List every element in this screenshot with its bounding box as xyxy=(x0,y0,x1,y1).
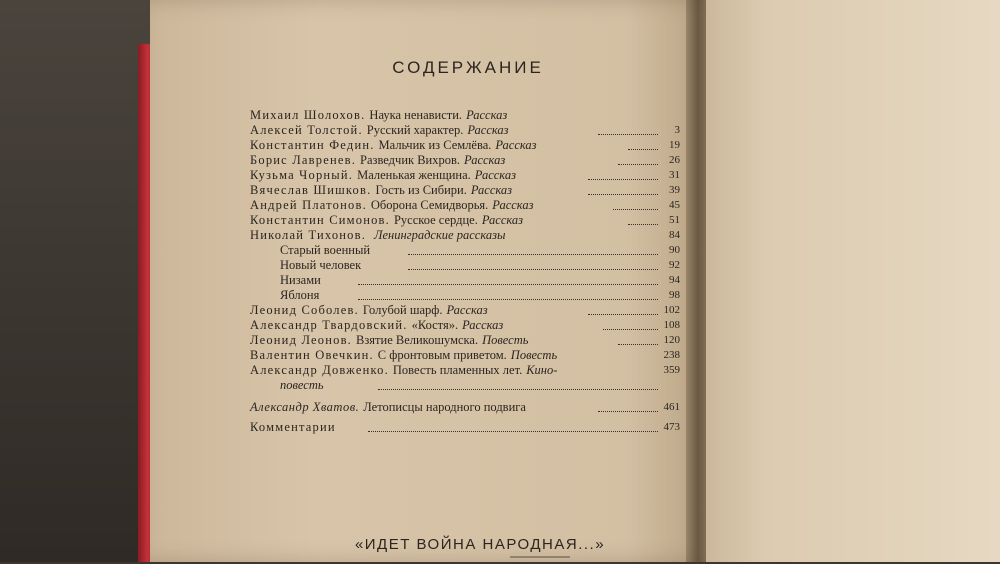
left-page xyxy=(150,0,710,562)
toc-entry xyxy=(250,168,680,182)
toc-sub-entry xyxy=(276,288,680,302)
entry-genre: Рассказ xyxy=(467,123,509,137)
entry-work: «Костя». xyxy=(411,318,459,332)
entry-page: 3 xyxy=(674,124,680,136)
leader-dots xyxy=(588,194,658,195)
leader-dots xyxy=(588,314,658,315)
entry-page: 39 xyxy=(669,184,680,196)
leader-dots xyxy=(358,299,658,300)
entry-work: Оборона Семидворья. xyxy=(370,198,489,212)
entry-page: 98 xyxy=(669,289,680,301)
toc-entry xyxy=(250,348,680,362)
entry-work: Повесть пламенных лет. xyxy=(392,363,523,377)
entry-work: Гость из Сибири. xyxy=(375,183,467,197)
toc-entry xyxy=(250,198,680,212)
entry-work: Мальчик из Семлёва. xyxy=(378,138,492,152)
entry-genre: Рассказ xyxy=(462,318,504,332)
toc-entry xyxy=(250,318,680,332)
toc-entry-afterword xyxy=(250,400,680,414)
entry-author: Кузьма Чорный. xyxy=(250,168,354,182)
entry-genre: Кино- xyxy=(526,363,558,377)
entry-genre: Рассказ xyxy=(446,303,488,317)
entry-author: Андрей Платонов. xyxy=(250,198,367,212)
entry-work: Голубой шарф. xyxy=(362,303,443,317)
leader-dots xyxy=(408,254,658,255)
entry-author: Александр Твардовский. xyxy=(250,318,408,332)
toc-sub-entry xyxy=(276,258,680,272)
entry-work: Старый военный xyxy=(280,243,371,257)
leader-dots xyxy=(628,149,658,150)
entry-author: Александр Хватов. xyxy=(250,400,360,414)
entry-author: Константин Симонов. xyxy=(250,213,390,227)
entry-author: Вячеслав Шишков. xyxy=(250,183,372,197)
toc-entry xyxy=(250,363,680,377)
entry-author: Александр Довженко. xyxy=(250,363,389,377)
leader-dots xyxy=(618,344,658,345)
entry-page: 26 xyxy=(669,154,680,166)
entry-page: 102 xyxy=(663,304,680,316)
entry-page: 90 xyxy=(669,244,680,256)
leader-dots xyxy=(408,269,658,270)
entry-genre: Рассказ xyxy=(464,153,506,167)
open-book xyxy=(118,0,1000,562)
entry-page: 92 xyxy=(669,259,680,271)
entry-page: 19 xyxy=(669,139,680,151)
toc-sub-entry xyxy=(276,243,680,257)
toc-entry-continuation xyxy=(276,378,680,392)
toc-entry xyxy=(250,123,680,137)
toc-entry xyxy=(250,333,680,347)
leader-dots xyxy=(378,389,658,390)
leader-dots xyxy=(628,224,658,225)
entry-work: Русский характер. xyxy=(366,123,464,137)
entry-work: Русское сердце. xyxy=(393,213,478,227)
entry-work: Яблоня xyxy=(280,288,320,302)
entry-page: 84 xyxy=(669,229,680,241)
entry-genre: Повесть xyxy=(482,333,529,347)
entry-page: 473 xyxy=(663,421,680,433)
table-of-contents xyxy=(250,0,700,562)
entry-page: 108 xyxy=(663,319,680,331)
entry-genre: Рассказ xyxy=(495,138,537,152)
entry-genre: Рассказ xyxy=(492,198,534,212)
toc-entry xyxy=(250,228,680,242)
entry-genre: Повесть xyxy=(510,348,558,362)
entry-page: 238 xyxy=(663,349,680,361)
entry-work: Взятие Великошумска. xyxy=(356,333,479,347)
toc-sub-entry xyxy=(276,273,680,287)
entry-genre: Рассказ xyxy=(474,168,516,182)
toc-entry xyxy=(250,183,680,197)
toc-entry xyxy=(250,138,680,152)
leader-dots xyxy=(588,179,658,180)
leader-dots xyxy=(598,411,658,412)
toc-title: СОДЕРЖАНИЕ xyxy=(392,58,544,77)
entry-genre: Рассказ xyxy=(466,108,508,122)
entry-author: Константин Федин. xyxy=(250,138,375,152)
section-title: «ИДЕТ ВОЙНА НАРОДНАЯ...» xyxy=(354,536,606,553)
entry-genre: Ленинградские рассказы xyxy=(374,228,506,242)
entry-page: 94 xyxy=(669,274,680,286)
entry-author: Валентин Овечкин. xyxy=(250,348,374,362)
toc-entry xyxy=(250,303,680,317)
entry-author: Михаил Шолохов. xyxy=(250,108,366,122)
entry-work: С фронтовым приветом. xyxy=(377,348,507,362)
entry-work: Наука ненависти. xyxy=(369,108,463,122)
entry-work: Маленькая женщина. xyxy=(357,168,471,182)
entry-page: 359 xyxy=(663,364,680,376)
toc-entry xyxy=(250,108,680,122)
toc-entry xyxy=(250,213,680,227)
entry-author: Алексей Толстой. xyxy=(250,123,363,137)
entry-work: Новый человек xyxy=(280,258,362,272)
toc-entry-comments xyxy=(250,420,680,434)
entry-genre: Рассказ xyxy=(470,183,513,197)
entry-work: Низами xyxy=(280,273,321,287)
entry-page: 31 xyxy=(669,169,680,181)
leader-dots xyxy=(618,164,658,165)
toc-entry xyxy=(250,153,680,167)
leader-dots xyxy=(358,284,658,285)
entry-genre: Рассказ xyxy=(481,213,524,227)
entry-author: Леонид Леонов. xyxy=(250,333,353,347)
entry-genre: повесть xyxy=(280,378,324,392)
entry-page: 120 xyxy=(663,334,680,346)
entry-page: 461 xyxy=(663,401,680,413)
right-page-blank xyxy=(706,0,1000,562)
leader-dots xyxy=(613,209,658,210)
entry-work: Разведчик Вихров. xyxy=(360,153,461,167)
leader-dots xyxy=(598,134,658,135)
entry-page: 51 xyxy=(669,214,680,226)
entry-work: Летописцы народного подвига xyxy=(363,400,526,414)
entry-author: Николай Тихонов. xyxy=(250,228,367,242)
entry-page: 45 xyxy=(669,199,680,211)
leader-dots xyxy=(603,329,658,330)
entry-author: Борис Лавренев. xyxy=(250,153,357,167)
cut-off-text-line xyxy=(510,556,570,564)
comments-label: Комментарии xyxy=(250,420,336,434)
leader-dots xyxy=(368,431,658,432)
entry-author: Леонид Соболев. xyxy=(250,303,359,317)
